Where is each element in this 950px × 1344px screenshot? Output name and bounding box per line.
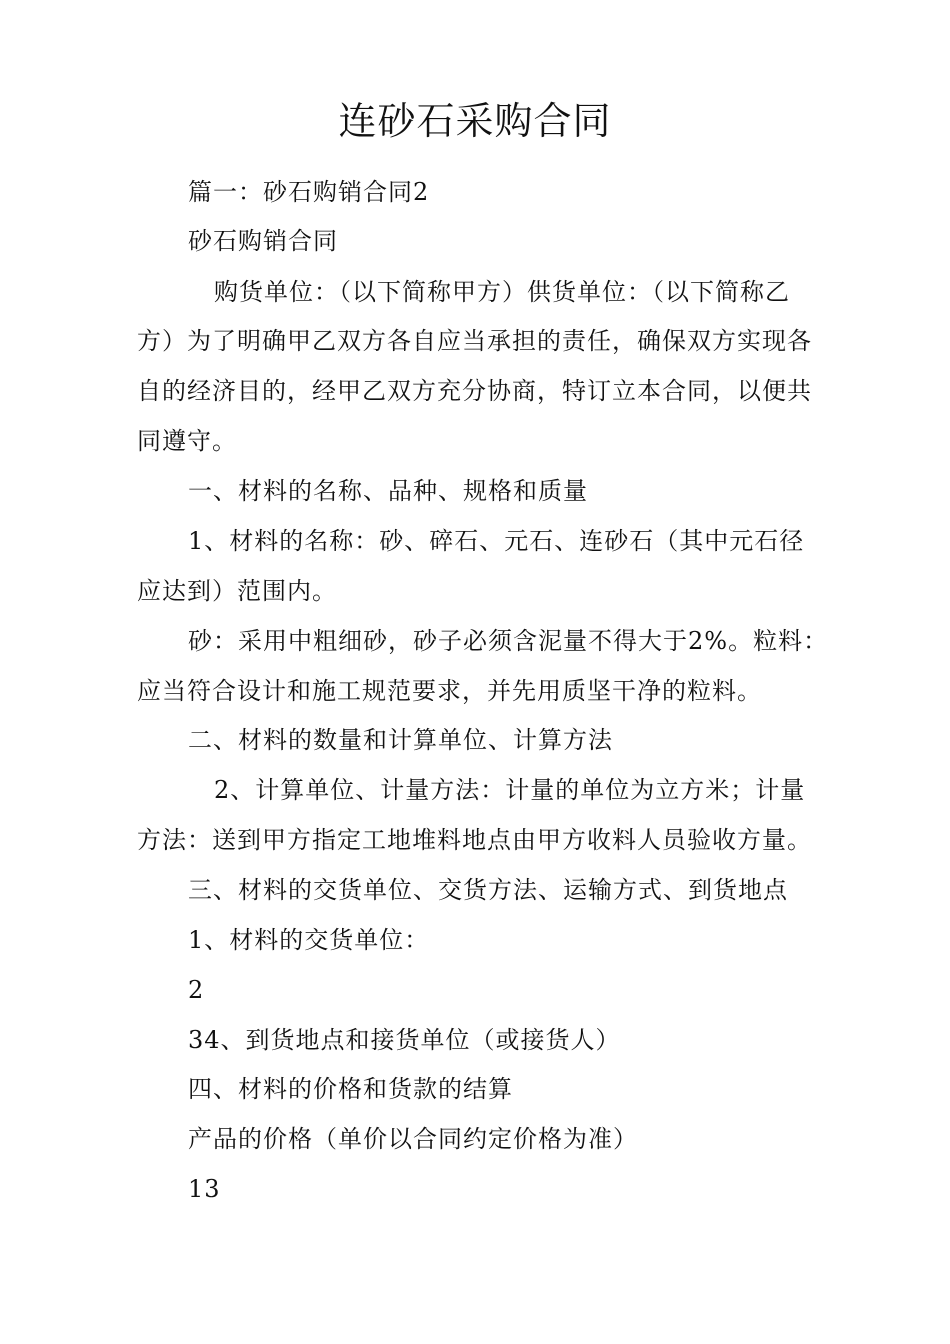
- paragraph-line: 同遵守。: [137, 427, 237, 455]
- section-heading: 二、材料的数量和计算单位、计算方法: [188, 726, 613, 754]
- paragraph-line: 1、材料的交货单位：: [188, 926, 430, 954]
- paragraph-line: 应当符合设计和施工规范要求，并先用质坚干净的粒料。: [137, 677, 762, 705]
- paragraph-line: 34、到货地点和接货单位（或接货人）: [188, 1026, 621, 1054]
- paragraph-line: 自的经济目的，经甲乙双方充分协商，特订立本合同，以便共: [137, 377, 812, 405]
- document-title: 连砂石采购合同: [338, 99, 612, 143]
- paragraph-line: 13: [188, 1175, 221, 1203]
- paragraph-line: 应达到）范围内。: [137, 577, 337, 605]
- paragraph-line: 1、材料的名称：砂、碎石、元石、连砂石（其中元石径: [188, 527, 805, 555]
- section-heading-part-one: 篇一：砂石购销合同2: [188, 178, 430, 206]
- section-heading: 一、材料的名称、品种、规格和质量: [188, 477, 588, 505]
- paragraph-line: 购货单位：（以下简称甲方）供货单位：（以下简称乙: [214, 278, 790, 306]
- paragraph-line: 产品的价格（单价以合同约定价格为准）: [188, 1125, 638, 1153]
- paragraph-line: 2、计算单位、计量方法：计量的单位为立方米；计量: [214, 776, 806, 804]
- section-heading: 四、材料的价格和货款的结算: [188, 1075, 513, 1103]
- paragraph-line: 方）为了明确甲乙双方各自应当承担的责任，确保双方实现各: [137, 327, 812, 355]
- contract-subtitle: 砂石购销合同: [188, 227, 338, 255]
- paragraph-line: 砂：采用中粗细砂，砂子必须含泥量不得大于2%。粒料：: [188, 627, 829, 655]
- paragraph-line: 方法：送到甲方指定工地堆料地点由甲方收料人员验收方量。: [137, 826, 812, 854]
- section-heading: 三、材料的交货单位、交货方法、运输方式、到货地点: [188, 876, 788, 904]
- paragraph-line: 2: [188, 976, 205, 1004]
